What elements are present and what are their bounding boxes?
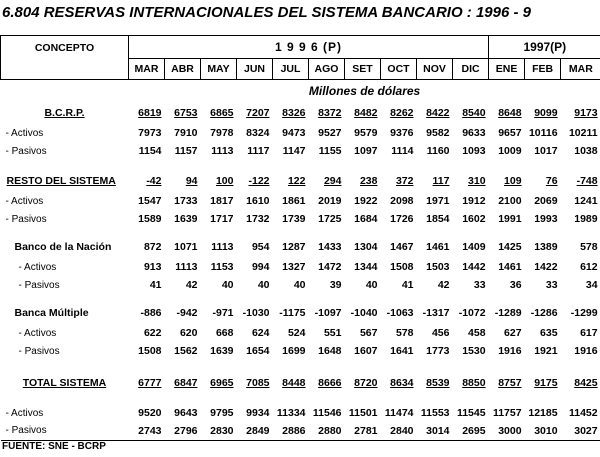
value-cell: 1912 xyxy=(462,195,486,207)
table-row xyxy=(1,192,600,210)
table-row xyxy=(1,210,600,228)
value-cell: 551 xyxy=(323,327,342,339)
value-cell: 1733 xyxy=(174,195,198,207)
value-cell: 624 xyxy=(251,327,270,339)
value-cell: 1717 xyxy=(210,213,234,225)
page-title: 6.804 RESERVAS INTERNACIONALES DEL SISTEMA BANCARIO : 1996 - 9 xyxy=(2,4,531,21)
value-cell: 617 xyxy=(580,327,598,339)
value-cell: 8324 xyxy=(246,127,270,139)
value-cell: 1916 xyxy=(574,345,598,357)
value-cell: 3010 xyxy=(534,424,558,437)
value-cell: 1304 xyxy=(354,241,378,253)
table-row xyxy=(1,142,600,160)
value-cell: 2886 xyxy=(282,424,306,437)
value-cell: 1732 xyxy=(246,213,270,225)
value-cell: 7910 xyxy=(174,127,198,139)
value-cell: 1009 xyxy=(498,145,522,157)
value-cell: 1461 xyxy=(426,241,450,253)
value-cell: 1648 xyxy=(318,345,342,357)
row-label: - Pasivos xyxy=(5,145,47,157)
value-cell: 40 xyxy=(257,279,270,291)
value-cell: 627 xyxy=(504,327,522,339)
value-cell: 9099 xyxy=(534,107,558,119)
row-label: - Pasivos xyxy=(5,213,47,225)
value-cell: 1472 xyxy=(318,261,342,273)
value-cell: 1327 xyxy=(282,261,306,273)
value-cell: 1113 xyxy=(175,261,198,273)
value-cell: 2695 xyxy=(462,424,486,437)
value-cell: 8482 xyxy=(354,107,378,119)
value-cell: 635 xyxy=(540,327,558,339)
value-cell: 456 xyxy=(431,327,450,339)
value-cell: 1113 xyxy=(211,241,234,253)
value-cell: 458 xyxy=(468,327,486,339)
reserves-table xyxy=(0,35,600,442)
value-cell: 10211 xyxy=(568,127,598,139)
table-row xyxy=(1,124,600,142)
value-cell: 294 xyxy=(323,175,342,187)
value-cell: 1725 xyxy=(318,213,342,225)
month-header: SET xyxy=(345,59,381,80)
value-cell: 33 xyxy=(473,279,486,291)
value-cell: 2100 xyxy=(498,195,522,207)
value-cell: 1684 xyxy=(354,213,378,225)
value-cell: 11452 xyxy=(568,407,598,419)
value-cell: 6847 xyxy=(174,377,198,389)
value-cell: 9376 xyxy=(390,127,414,139)
value-cell: 622 xyxy=(143,327,162,339)
value-cell: 1854 xyxy=(426,213,450,225)
row-label: Banco de la Nación xyxy=(14,241,112,253)
spacer-row xyxy=(1,160,600,170)
value-cell: 954 xyxy=(251,241,270,253)
table-row xyxy=(1,258,600,276)
value-cell: 122 xyxy=(287,175,306,187)
value-cell: 39 xyxy=(329,279,342,291)
month-header: MAR xyxy=(129,59,165,80)
value-cell: 310 xyxy=(468,175,486,187)
value-cell: -1072 xyxy=(458,307,486,319)
value-cell: 1530 xyxy=(462,345,486,357)
table-row xyxy=(1,422,600,440)
row-label: RESTO DEL SISTEMA xyxy=(6,175,116,187)
value-cell: 36 xyxy=(509,279,522,291)
value-cell: 1093 xyxy=(462,145,486,157)
value-cell: 8372 xyxy=(318,107,342,119)
value-cell: 1916 xyxy=(498,345,522,357)
value-cell: 1921 xyxy=(534,345,558,357)
value-cell: -122 xyxy=(248,175,270,187)
row-label: - Pasivos xyxy=(18,345,60,357)
value-cell: 76 xyxy=(545,175,558,187)
value-cell: 1639 xyxy=(210,345,234,357)
spacer-row xyxy=(1,360,600,372)
value-cell: 1157 xyxy=(174,145,198,157)
value-cell: 1699 xyxy=(282,345,306,357)
value-cell: 8539 xyxy=(426,377,450,389)
value-cell: 11334 xyxy=(276,407,306,419)
value-cell: -1299 xyxy=(570,307,598,319)
table-row xyxy=(1,276,600,294)
value-cell: 1071 xyxy=(174,241,198,253)
value-cell: -1289 xyxy=(494,307,522,319)
value-cell: 1114 xyxy=(391,145,414,157)
row-label: - Activos xyxy=(5,407,44,419)
value-cell: 8850 xyxy=(462,377,486,389)
value-cell: -1317 xyxy=(422,307,450,319)
value-cell: 7207 xyxy=(246,107,270,119)
value-cell: 33 xyxy=(545,279,558,291)
month-header: ABR xyxy=(165,59,201,80)
row-label: - Activos xyxy=(18,327,57,339)
value-cell: 1467 xyxy=(390,241,414,253)
table-row xyxy=(1,404,600,422)
value-cell: -886 xyxy=(140,307,162,319)
value-cell: 40 xyxy=(221,279,234,291)
value-cell: 1153 xyxy=(210,261,234,273)
value-cell: 117 xyxy=(432,175,450,187)
value-cell: 9175 xyxy=(534,377,558,389)
value-cell: 1861 xyxy=(282,195,306,207)
value-cell: 1461 xyxy=(498,261,522,273)
year-1996-header: 1 9 9 6 (P) xyxy=(129,36,489,59)
month-header: DIC xyxy=(453,59,489,80)
value-cell: 3014 xyxy=(426,424,450,437)
value-cell: 872 xyxy=(143,241,162,253)
value-cell: 1097 xyxy=(354,145,378,157)
value-cell: 1425 xyxy=(498,241,522,253)
value-cell: 1287 xyxy=(282,241,306,253)
value-cell: 1989 xyxy=(574,213,598,225)
value-cell: 1503 xyxy=(426,261,450,273)
value-cell: -42 xyxy=(146,175,162,187)
value-cell: 524 xyxy=(287,327,306,339)
value-cell: 2840 xyxy=(390,424,414,437)
unit-row xyxy=(1,80,600,103)
value-cell: 567 xyxy=(359,327,378,339)
value-cell: 1389 xyxy=(534,241,558,253)
value-cell: 2830 xyxy=(210,424,234,437)
value-cell: 1508 xyxy=(390,261,414,273)
row-label: TOTAL SISTEMA xyxy=(22,377,107,389)
value-cell: 3000 xyxy=(498,424,522,437)
value-cell: 1991 xyxy=(498,213,522,225)
value-cell: 1773 xyxy=(426,345,450,357)
value-cell: 42 xyxy=(437,279,450,291)
header-row-years xyxy=(1,36,600,59)
value-cell: 2098 xyxy=(390,195,414,207)
concept-header: CONCEPTO xyxy=(1,36,129,80)
value-cell: 1442 xyxy=(462,261,486,273)
value-cell: 8448 xyxy=(282,377,306,389)
value-cell: 1602 xyxy=(462,213,486,225)
value-cell: 40 xyxy=(365,279,378,291)
month-header: NOV xyxy=(417,59,453,80)
value-cell: 6819 xyxy=(138,107,162,119)
table-row xyxy=(1,372,600,394)
value-cell: 40 xyxy=(293,279,306,291)
value-cell: 620 xyxy=(179,327,198,339)
value-cell: 9657 xyxy=(498,127,522,139)
value-cell: 8634 xyxy=(390,377,414,389)
value-cell: 42 xyxy=(185,279,198,291)
value-cell: -1286 xyxy=(530,307,558,319)
value-cell: 9934 xyxy=(246,407,270,419)
value-cell: 94 xyxy=(185,175,198,187)
value-cell: 1993 xyxy=(534,213,558,225)
value-cell: 1433 xyxy=(318,241,342,253)
month-header: ENE xyxy=(489,59,525,80)
value-cell: 100 xyxy=(215,175,234,187)
value-cell: 8326 xyxy=(282,107,306,119)
month-header: OCT xyxy=(381,59,417,80)
value-cell: 372 xyxy=(395,175,414,187)
row-label: B.C.R.P. xyxy=(44,107,85,119)
value-cell: 6865 xyxy=(210,107,234,119)
value-cell: -1175 xyxy=(279,307,306,319)
value-cell: 2743 xyxy=(138,424,162,437)
value-cell: 2781 xyxy=(354,424,378,437)
value-cell: 1344 xyxy=(354,261,378,273)
value-cell: 1971 xyxy=(426,195,450,207)
value-cell: 9582 xyxy=(426,127,450,139)
value-cell: 8720 xyxy=(354,377,378,389)
month-header: AGO xyxy=(309,59,345,80)
unit-label: Millones de dólares xyxy=(308,84,421,98)
value-cell: 2069 xyxy=(534,195,558,207)
value-cell: 7978 xyxy=(210,127,234,139)
value-cell: -1040 xyxy=(350,307,378,319)
value-cell: 8540 xyxy=(462,107,486,119)
value-cell: 1654 xyxy=(246,345,270,357)
spacer-row xyxy=(1,294,600,302)
value-cell: 1562 xyxy=(174,345,198,357)
value-cell: 578 xyxy=(395,327,414,339)
year-1997-header: 1997(P) xyxy=(489,36,600,59)
value-cell: 1610 xyxy=(246,195,270,207)
value-cell: 1160 xyxy=(426,145,450,157)
value-cell: 2019 xyxy=(318,195,342,207)
value-cell: 11501 xyxy=(348,407,378,419)
month-header: JUN xyxy=(237,59,273,80)
value-cell: 1508 xyxy=(138,345,162,357)
value-cell: 1817 xyxy=(210,195,234,207)
table-row xyxy=(1,236,600,258)
row-label: - Activos xyxy=(5,127,44,139)
value-cell: 1117 xyxy=(247,145,270,157)
value-cell: 9173 xyxy=(574,107,598,119)
row-label: - Activos xyxy=(18,261,57,273)
value-cell: 1726 xyxy=(390,213,414,225)
value-cell: 10116 xyxy=(528,127,558,139)
value-cell: 7085 xyxy=(246,377,270,389)
value-cell: 238 xyxy=(359,175,378,187)
value-cell: 7973 xyxy=(138,127,162,139)
value-cell: 2849 xyxy=(246,424,270,437)
value-cell: 1241 xyxy=(574,195,598,207)
value-cell: 8262 xyxy=(390,107,414,119)
month-header: JUL xyxy=(273,59,309,80)
value-cell: 668 xyxy=(215,327,234,339)
value-cell: 578 xyxy=(580,241,598,253)
value-cell: 1739 xyxy=(282,213,306,225)
value-cell: 3027 xyxy=(574,424,598,437)
value-cell: 34 xyxy=(585,279,598,291)
value-cell: 8666 xyxy=(318,377,342,389)
row-label: - Pasivos xyxy=(18,279,60,291)
value-cell: 9579 xyxy=(354,127,378,139)
value-cell: 1589 xyxy=(138,213,162,225)
source-footnote: FUENTE: SNE - BCRP xyxy=(2,441,106,452)
table-row xyxy=(1,342,600,360)
value-cell: 1922 xyxy=(354,195,378,207)
value-cell: 1038 xyxy=(574,145,598,157)
value-cell: 8422 xyxy=(426,107,450,119)
value-cell: 1113 xyxy=(211,145,234,157)
month-header: MAR xyxy=(561,59,600,80)
value-cell: -942 xyxy=(176,307,198,319)
value-cell: 11546 xyxy=(312,407,342,419)
month-header: FEB xyxy=(525,59,561,80)
value-cell: 1154 xyxy=(138,145,162,157)
value-cell: 1017 xyxy=(534,145,558,157)
value-cell: -1097 xyxy=(314,307,342,319)
value-cell: 1641 xyxy=(390,345,414,357)
value-cell: 9527 xyxy=(318,127,342,139)
value-cell: 1547 xyxy=(138,195,162,207)
value-cell: 1409 xyxy=(462,241,486,253)
value-cell: 913 xyxy=(143,261,162,273)
value-cell: 6777 xyxy=(138,377,162,389)
month-header: MAY xyxy=(201,59,237,80)
value-cell: 9633 xyxy=(462,127,486,139)
value-cell: -971 xyxy=(212,307,234,319)
value-cell: 1422 xyxy=(534,261,558,273)
row-label: - Pasivos xyxy=(5,425,47,437)
spacer-row xyxy=(1,394,600,404)
value-cell: 12185 xyxy=(528,407,558,419)
row-label: - Activos xyxy=(5,195,44,207)
table-row xyxy=(1,324,600,342)
value-cell: 41 xyxy=(401,279,414,291)
value-cell: 2880 xyxy=(318,424,342,437)
value-cell: 9795 xyxy=(210,407,234,419)
value-cell: 6753 xyxy=(174,107,198,119)
value-cell: 109 xyxy=(504,175,522,187)
table-row xyxy=(1,102,600,124)
value-cell: 612 xyxy=(580,261,598,273)
table-row xyxy=(1,302,600,324)
value-cell: 994 xyxy=(251,261,270,273)
value-cell: 6965 xyxy=(210,377,234,389)
value-cell: 1607 xyxy=(354,345,378,357)
value-cell: 9473 xyxy=(282,127,306,139)
table-row xyxy=(1,170,600,192)
value-cell: 1147 xyxy=(282,145,306,157)
value-cell: 8648 xyxy=(498,107,522,119)
value-cell: 41 xyxy=(149,279,162,291)
value-cell: 11553 xyxy=(420,407,450,419)
row-label: Banca Múltiple xyxy=(14,307,89,319)
value-cell: 8757 xyxy=(498,377,522,389)
value-cell: 1639 xyxy=(174,213,198,225)
value-cell: 11757 xyxy=(492,407,522,419)
value-cell: 8425 xyxy=(574,377,598,389)
value-cell: 2796 xyxy=(174,424,198,437)
value-cell: 11545 xyxy=(456,407,486,419)
value-cell: -1063 xyxy=(386,307,414,319)
value-cell: 9520 xyxy=(138,407,162,419)
spacer-row xyxy=(1,228,600,236)
value-cell: 9643 xyxy=(174,407,198,419)
value-cell: 1155 xyxy=(318,145,342,157)
value-cell: 11474 xyxy=(384,407,414,419)
value-cell: -748 xyxy=(576,175,598,187)
value-cell: -1030 xyxy=(242,307,270,319)
